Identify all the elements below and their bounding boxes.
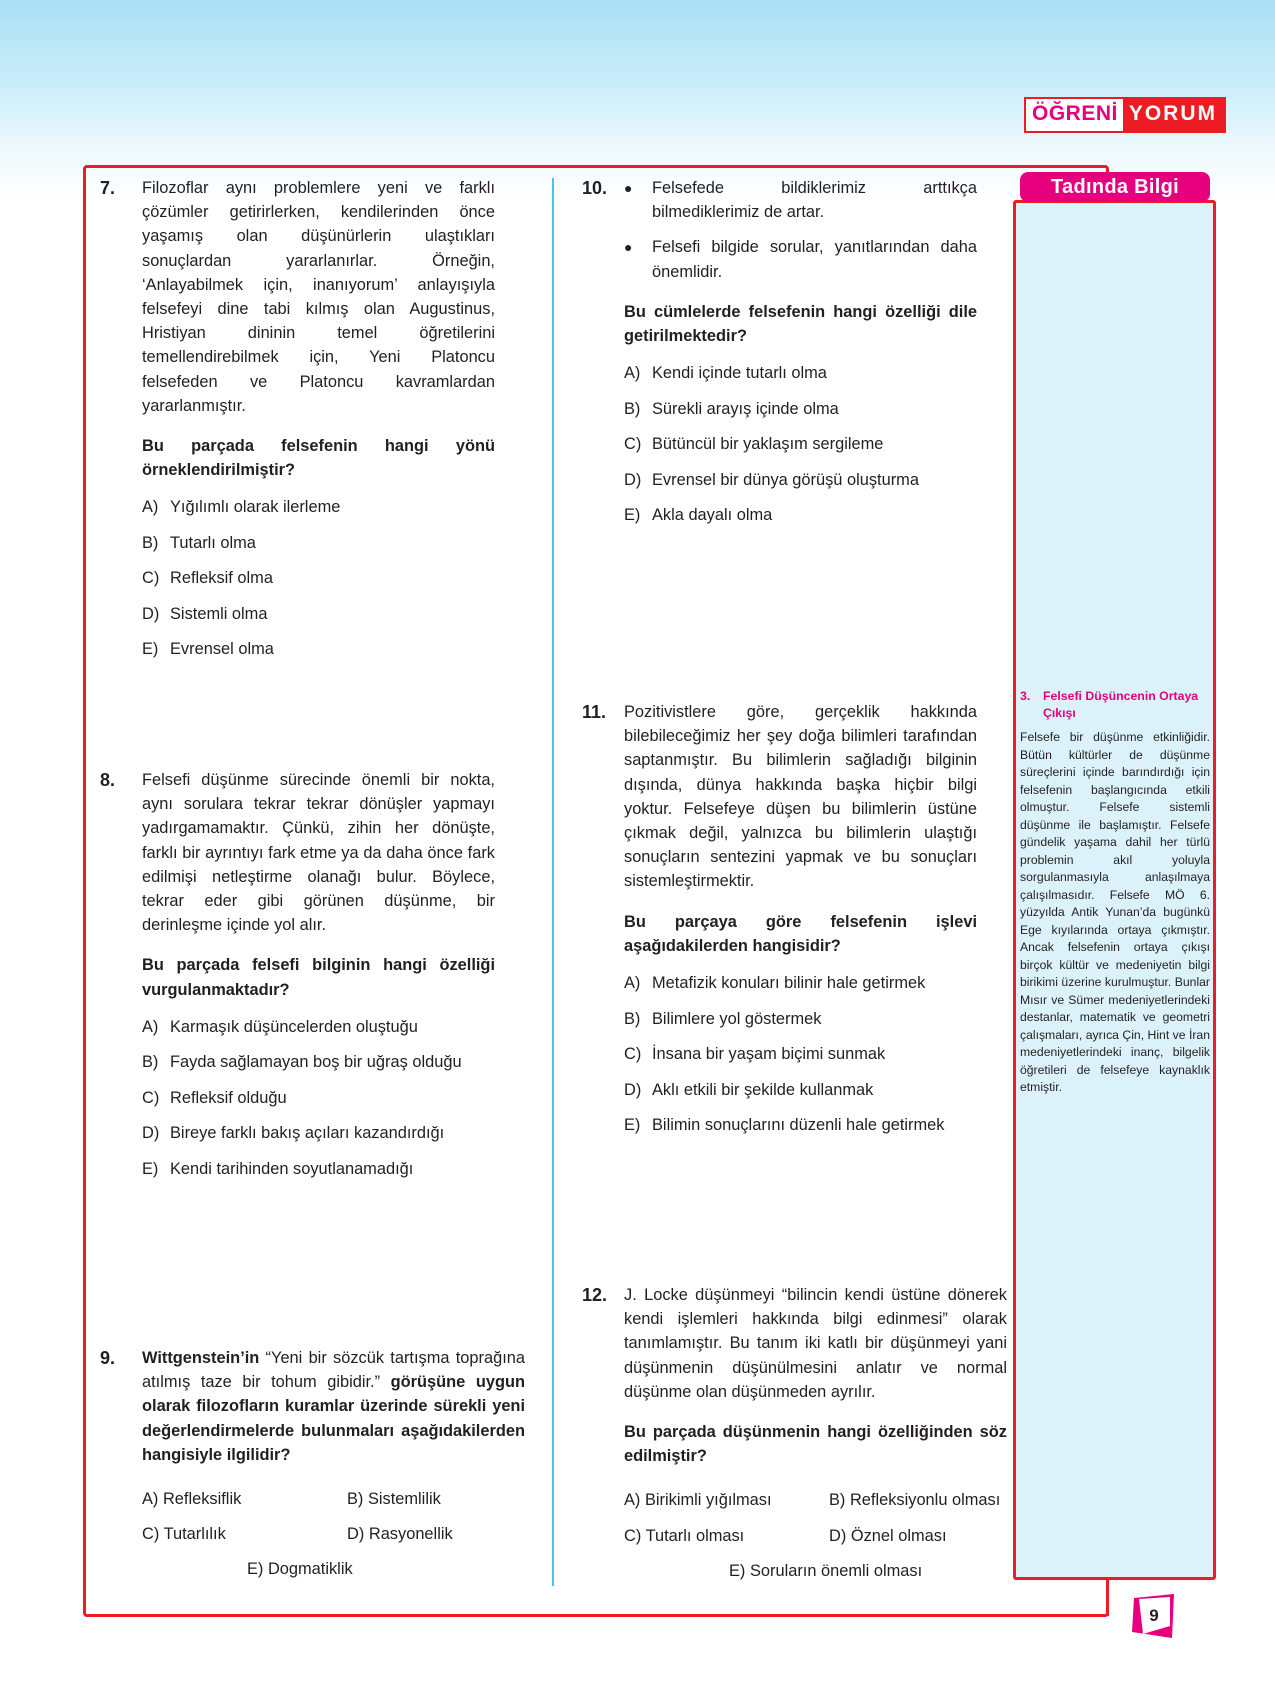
option-b[interactable] [624, 1007, 977, 1043]
question-number: 12. [582, 1285, 608, 1305]
option-letter: B) [624, 1009, 641, 1028]
options-list [624, 971, 977, 1149]
sidebar-section-number: 3. [1020, 689, 1031, 703]
option-text: Sistemli olma [170, 604, 268, 623]
question-12 [582, 1283, 1007, 1583]
option-letter: A) [142, 1490, 159, 1509]
option-text: Aklı etkili bir şekilde kullanmak [652, 1080, 874, 1099]
option-letter: E) [624, 506, 641, 525]
option-text: Fayda sağlamayan boş bir uğraş olduğu [170, 1053, 462, 1072]
sidebar-header: Tadında Bilgi [1020, 172, 1210, 202]
option-letter: B) [347, 1490, 364, 1509]
option-a[interactable] [142, 495, 495, 531]
option-letter: D) [142, 604, 160, 623]
option-a[interactable] [624, 1488, 829, 1512]
option-letter: E) [142, 1159, 159, 1178]
option-c[interactable] [624, 1524, 829, 1548]
option-e[interactable] [624, 503, 977, 539]
page-number-badge [1130, 1592, 1178, 1640]
option-c[interactable] [624, 432, 977, 468]
option-c[interactable] [142, 1086, 495, 1122]
option-letter: A) [142, 498, 159, 517]
option-letter: C) [142, 569, 160, 588]
question-bold-lead: Wittgenstein’in [142, 1349, 260, 1367]
option-d[interactable] [829, 1524, 1029, 1548]
option-text: Tutarlı olma [170, 533, 256, 552]
option-text: Bütüncül bir yaklaşım sergileme [652, 435, 884, 454]
sidebar-section-title [1020, 688, 1210, 722]
options-grid [624, 1488, 1007, 1583]
option-letter: C) [624, 435, 642, 454]
option-b[interactable] [624, 397, 977, 433]
question-number: 9. [100, 1348, 116, 1368]
option-text: Sistemlilik [367, 1490, 441, 1509]
options-list [142, 1015, 495, 1193]
option-a[interactable] [142, 1487, 347, 1511]
option-e[interactable] [142, 637, 495, 673]
sidebar-section-label: Felsefi Düşüncenin Ortaya Çıkışı [1043, 689, 1199, 720]
option-text: Tutarlılık [163, 1525, 226, 1544]
option-d[interactable] [624, 1078, 977, 1114]
question-stem: Bu parçada felsefi bilginin hangi özelliği vurgulanmaktadır? [142, 956, 495, 999]
option-text: Bilimin sonuçlarını düzenli hale getirmek [652, 1116, 945, 1135]
question-stem: Bu cümlelerde felsefenin hangi özelliği dile getirilmektedir? [624, 302, 977, 346]
page-number: 9 [1149, 1606, 1159, 1625]
question-text: J. Locke düşünmeyi “bilincin kendi üstüne dönerek kendi işlemleri hakkında bilgi edinmesi” olarak tanımlamıştır. Bu tanım iki katlı bir düşünmeyi yani düşünmenin düşünülmesini anlatır ve normal düşünme olan düşünmeden ayrılır. [624, 1286, 1007, 1401]
option-text: Evrensel bir dünya görüşü oluşturma [652, 470, 919, 489]
option-letter: E) [247, 1560, 264, 1579]
question-11 [582, 700, 977, 1149]
option-text: Refleksif olma [170, 569, 273, 588]
option-letter: C) [624, 1045, 642, 1064]
option-d[interactable] [142, 1121, 495, 1157]
question-bold-tail: görüşüne uygun olarak filozofların kuramlar üzerinde sürekli yeni değerlendirmelerde bulunmaları aşağıdakilerden hangisiyle ilgilidir? [142, 1373, 526, 1464]
option-e[interactable] [142, 1157, 495, 1193]
option-letter: A) [142, 1017, 159, 1036]
bullet-icon: ● [624, 239, 633, 256]
question-number: 7. [100, 178, 116, 198]
bullet-item [624, 176, 977, 224]
option-text: Birikimli yığılması [644, 1491, 772, 1510]
option-letter: D) [829, 1526, 847, 1545]
question-number: 8. [100, 770, 116, 790]
option-b[interactable] [829, 1488, 1029, 1512]
option-c[interactable] [142, 1522, 347, 1546]
option-letter: B) [142, 1053, 159, 1072]
bullet-icon: ● [624, 180, 633, 196]
option-text: Kendi içinde tutarlı olma [652, 364, 827, 383]
question-9 [100, 1346, 526, 1582]
option-text: Metafizik konuları bilinir hale getirmek [652, 974, 926, 993]
question-quote: “Yeni bir sözcük tartışma toprağına atılmış taze bir tohum gibidir.” [142, 1349, 525, 1392]
option-letter: C) [142, 1088, 160, 1107]
option-text: Sürekli arayış içinde olma [652, 399, 839, 418]
option-e[interactable] [624, 1559, 1029, 1583]
option-letter: D) [347, 1525, 365, 1544]
option-c[interactable] [142, 566, 495, 602]
option-a[interactable] [624, 361, 977, 397]
option-letter: B) [624, 399, 641, 418]
option-letter: D) [142, 1124, 160, 1143]
option-letter: C) [142, 1525, 160, 1544]
option-letter: B) [142, 533, 159, 552]
option-d[interactable] [347, 1522, 547, 1546]
option-b[interactable] [347, 1487, 547, 1511]
brand-part2: YORUM [1123, 99, 1224, 131]
option-text: Öznel olması [850, 1526, 947, 1545]
option-a[interactable] [142, 1015, 495, 1051]
option-text: Tutarlı olması [645, 1526, 745, 1545]
option-a[interactable] [624, 971, 977, 1007]
sidebar-text: Felsefe bir düşünme etkinliğidir. Bütün kültürler de düşünme süreçlerini içinde barındırdığı için felsefenin başlangıcında etkili olmuştur. Felsefe sistemli düşünme ile başlamıştır. Felsefe gündelik yaşama dahil her türlü problemin akıl yoluyla sorgulanmasıyla anlaşılmaya çalışılmasıdır. Felsefe MÖ 6. yüzyılda Antik Yunan’da bugünkü Ege kıyılarında ortaya çıkmıştır. Ancak felsefenin ortaya çıkışı birçok kültür ve medeniyetin bilgi birikimi üzerine kurulmuştur. Bunlar Mısır ve Sümer medeniyetlerindeki destanlar, matematik ve geometri çalışmaları, ayrıca Çin, Hint ve İran medeniyetlerindeki inanç, bilgelik öğretileri de felsefeye kaynaklık etmiştir. [1020, 730, 1210, 1094]
option-text: Dogmatiklik [267, 1560, 353, 1579]
option-text: Refleksiyonlu olması [849, 1491, 1001, 1510]
options-list [624, 361, 977, 539]
option-text: Karmaşık düşüncelerden oluştuğu [170, 1017, 418, 1036]
option-letter: E) [142, 640, 159, 659]
bullet-item [624, 235, 977, 283]
option-d[interactable] [142, 602, 495, 638]
option-letter: C) [624, 1526, 642, 1545]
option-b[interactable] [142, 1050, 495, 1086]
question-stem: Bu parçada düşünmenin hangi özelliğinden söz edilmiştir? [624, 1423, 1007, 1466]
option-b[interactable] [142, 531, 495, 567]
bullet-text: Felsefi bilgide sorular, yanıtlarından daha önemlidir. [652, 238, 977, 281]
option-text: Refleksif olduğu [170, 1088, 287, 1107]
option-text: Evrensel olma [170, 640, 274, 659]
option-text: Bireye farklı bakış açıları kazandırdığı [170, 1124, 445, 1143]
option-c[interactable] [624, 1042, 977, 1078]
option-text: Soruların önemli olması [749, 1561, 923, 1580]
question-number: 11. [582, 702, 607, 722]
option-letter: B) [829, 1491, 846, 1510]
column-divider [552, 178, 554, 1586]
question-stem: Bu parçaya göre felsefenin işlevi aşağıdakilerden hangisidir? [624, 912, 977, 955]
option-text: Rasyonellik [368, 1525, 453, 1544]
question-text: Pozitivistlere göre, gerçeklik hakkında bilebileceğimiz her şey doğa bilimleri tarafından saptanmıştır. Bu bilimlerin sağladığı bilginin dışında, dünya hakkında başka hiçbir bilgi yoktur. Felsefeye düşen bu bilimlerin üstüne çıkmak değil, yalnızca bu bilimlerin ulaştığı sonuçların sentezini yapmak ve bu sonuçları sistemleştirmektir. [624, 703, 977, 891]
bullet-text: Felsefede bildiklerimiz arttıkça bilmediklerimiz de artar. [652, 179, 977, 222]
option-text: Yığılımlı olarak ilerleme [170, 498, 341, 517]
option-text: İnsana bir yaşam biçimi sunmak [652, 1045, 886, 1064]
option-text: Bilimlere yol göstermek [652, 1009, 822, 1028]
option-d[interactable] [624, 468, 977, 504]
question-stem: Bu parçada felsefenin hangi yönü örneklendirilmiştir? [142, 437, 495, 480]
option-letter: D) [624, 1080, 642, 1099]
brand-logo [1024, 97, 1226, 133]
question-10 [582, 176, 977, 539]
option-e[interactable] [142, 1557, 547, 1581]
option-text: Refleksiflik [162, 1490, 242, 1509]
option-letter: A) [624, 1491, 641, 1510]
brand-part1: ÖĞRENİ [1032, 102, 1118, 125]
question-7 [100, 176, 495, 673]
option-text: Akla dayalı olma [652, 506, 773, 525]
question-text: Felsefi düşünme sürecinde önemli bir nokta, aynı sorulara tekrar tekrar dönüşler yapmayı yadırgamamaktır. Çünkü, zihin her dönüşte, farklı bir ayrıntıyı fark etme ya da daha önce fark edilmişi netleştirme olanağı bulur. Böylece, tekrar eder gibi görünen düşünme, bir derinleşme içinde yol alır. [142, 771, 495, 935]
option-letter: A) [624, 974, 641, 993]
option-text: Kendi tarihinden soyutlanamadığı [170, 1159, 414, 1178]
options-list [142, 495, 495, 673]
option-e[interactable] [624, 1113, 977, 1149]
question-8 [100, 768, 495, 1192]
question-text [142, 1346, 525, 1467]
options-grid [142, 1487, 525, 1582]
option-letter: D) [624, 470, 642, 489]
option-letter: A) [624, 364, 641, 383]
question-number: 10. [582, 178, 608, 198]
option-letter: E) [624, 1116, 641, 1135]
sidebar-content [1020, 688, 1210, 1097]
question-text: Filozoflar aynı problemlere yeni ve farklı çözümler getirirlerken, kendilerinden önce yaşamış olan düşünürlerin ulaştıkları sonuçlardan yararlanırlar. Örneğin, ‘Anlayabilmek için, inanıyorum’ anlayışıyla felsefeyi dine tabi kılmış olan Augustinus, Hristiyan dininin temel öğretilerini temellendirebilmek için, Yeni Platoncu felsefeden ve Platoncu kavramlardan yararlanmıştır. [142, 179, 495, 415]
option-letter: E) [729, 1561, 746, 1580]
frame-edge [1106, 1578, 1109, 1616]
